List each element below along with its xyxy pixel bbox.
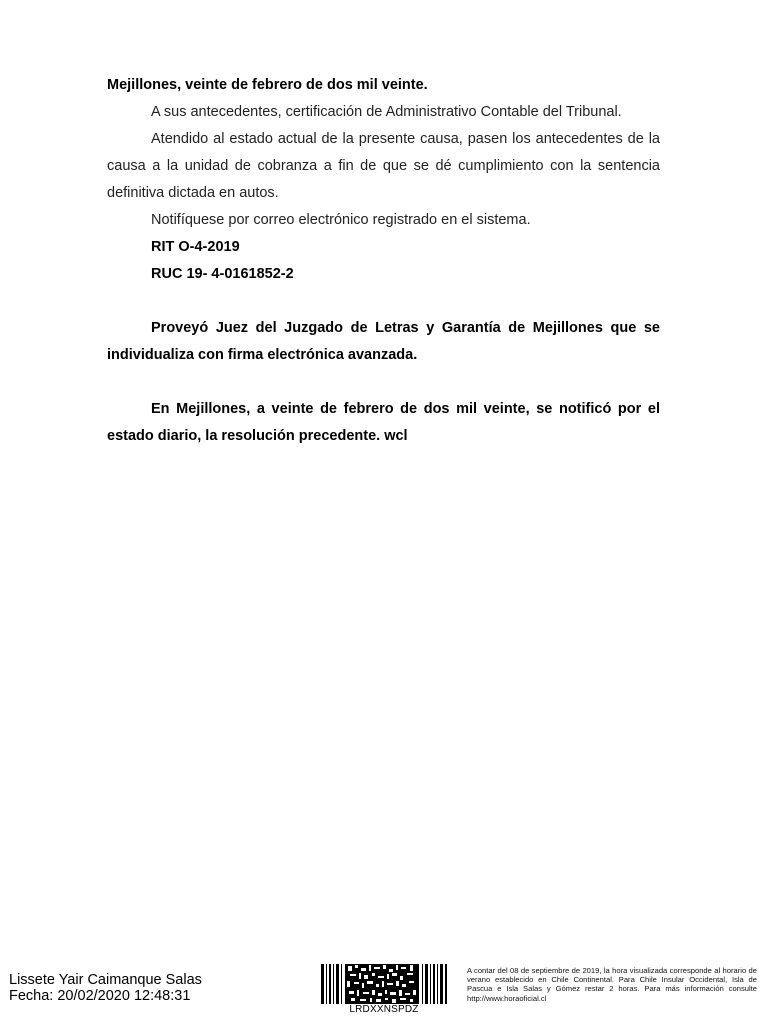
document-header-line: Mejillones, veinte de febrero de dos mil veinte. (107, 77, 428, 93)
signer-block (9, 972, 202, 1004)
signer-name: Lissete Yair Caimanque Salas (9, 972, 202, 988)
document-body (107, 72, 660, 450)
rit-number: RIT O-4-2019 (151, 239, 240, 255)
paragraph-provision: Proveyó Juez del Juzgado de Letras y Garantía de Mejillones que se individualiza con firma electrónica avanzada. (107, 320, 660, 363)
verification-barcode (320, 963, 448, 1019)
paragraph-notification: En Mejillones, a veinte de febrero de dos mil veinte, se notificó por el estado diario, la resolución precedente. wcl (107, 401, 660, 444)
spacer (107, 369, 660, 396)
signer-date: Fecha: 20/02/2020 12:48:31 (9, 988, 191, 1004)
paragraph-notifiquese: Notifíquese por correo electrónico registrado en el sistema. (151, 212, 531, 228)
paragraph-estado-causa: Atendido al estado actual de la presente causa, pasen los antecedentes de la causa a la unidad de cobranza a fin de que se dé cumplimiento con la sentencia definitiva dictada en autos. (107, 131, 660, 201)
paragraph-antecedentes: A sus antecedentes, certificación de Administrativo Contable del Tribunal. (151, 104, 622, 120)
spacer (107, 288, 660, 315)
ruc-number: RUC 19- 4-0161852-2 (151, 266, 294, 282)
time-zone-footnote: A contar del 08 de septiembre de 2019, la hora visualizada corresponde al horario de verano establecido en Chile Continental. Para Chile Insular Occidental, Isla de Pascua e Isla Salas y Gómez restar 2 horas. Para más información consulte http://www.horaoficial.cl (467, 966, 757, 1003)
barcode-icon (320, 963, 448, 1005)
barcode-code: LRDXXNSPDZ (349, 1004, 419, 1015)
